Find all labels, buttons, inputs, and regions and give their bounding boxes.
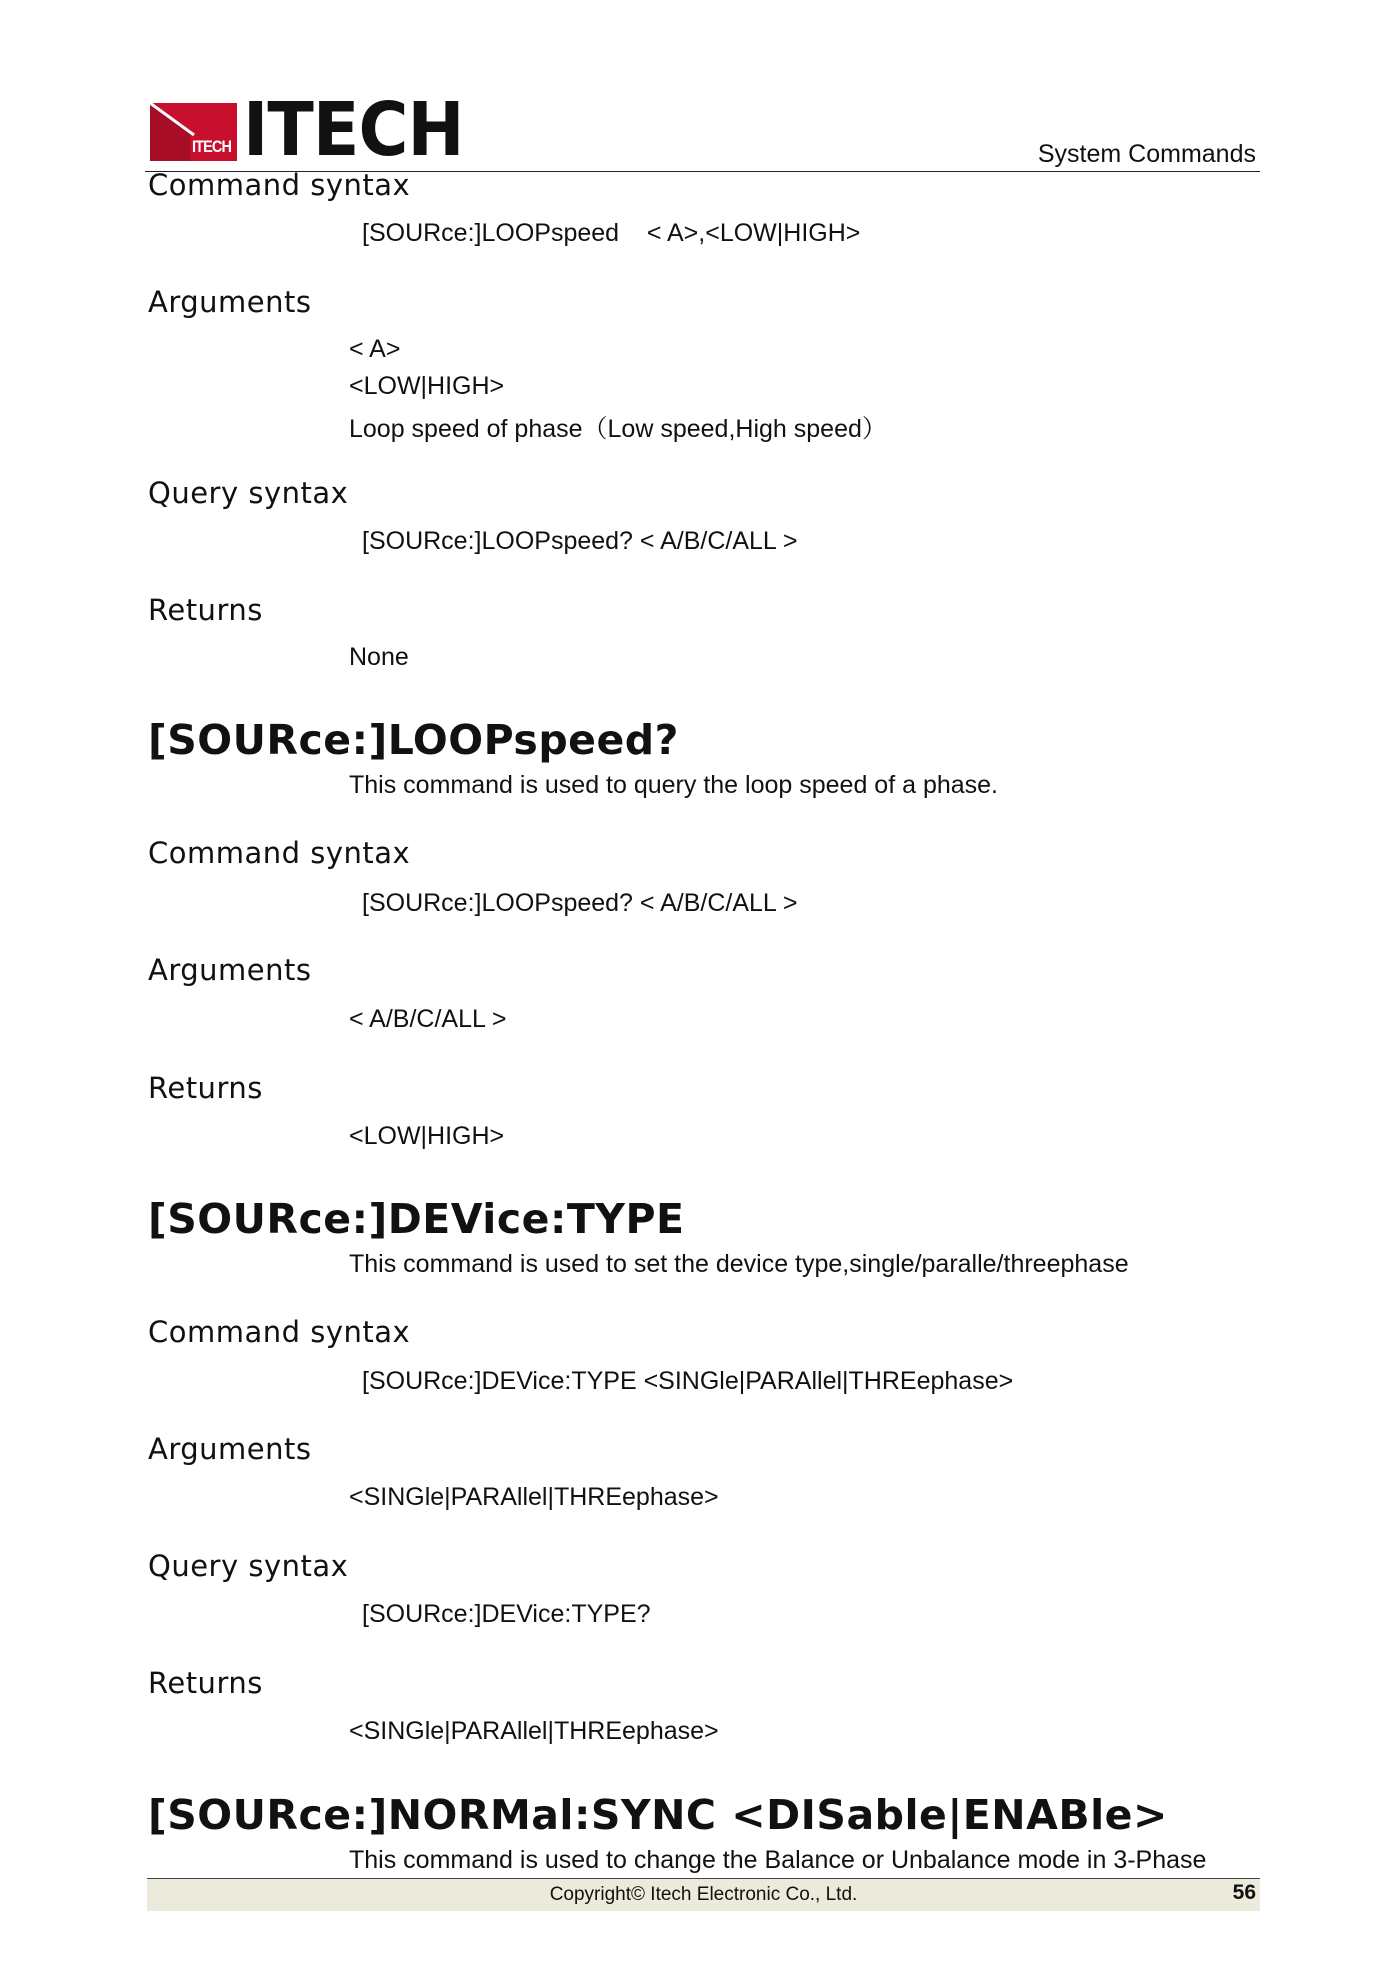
copyright-text: Copyright© Itech Electronic Co., Ltd. [549,1884,858,1905]
page-number: 56 [1232,1881,1256,1904]
command-syntax-label: Command syntax [148,836,411,870]
returns-label: Returns [148,1071,263,1105]
command-description: This command is used to query the loop speed of a phase. [349,771,998,799]
argument-value: < A/B/C/ALL > [349,1005,507,1033]
command-heading: [SOURce:]DEVice:TYPE [148,1195,685,1243]
command-syntax-label: Command syntax [148,1315,411,1349]
arguments-label: Arguments [148,953,312,987]
query-syntax-value: [SOURce:]DEVice:TYPE? [362,1600,651,1628]
argument-value: <SINGle|PARAllel|THREephase> [349,1483,719,1511]
page-header [145,87,1260,173]
section-title: System Commands [1037,140,1256,168]
argument-description: Loop speed of phase（Low speed,High speed） [349,415,887,443]
returns-value: None [349,643,409,671]
returns-label: Returns [148,1666,263,1700]
returns-value: <SINGle|PARAllel|THREephase> [349,1717,719,1745]
command-syntax-value: [SOURce:]LOOPspeed < A>,<LOW|HIGH> [362,219,861,247]
query-syntax-label: Query syntax [148,476,349,510]
command-syntax-value: [SOURce:]LOOPspeed? < A/B/C/ALL > [362,889,798,917]
arguments-label: Arguments [148,285,312,319]
command-syntax-label: Command syntax [148,168,411,202]
command-syntax-value: [SOURce:]DEVice:TYPE <SINGle|PARAllel|THREephase> [362,1367,1014,1395]
argument-value: <LOW|HIGH> [349,372,505,400]
command-heading: [SOURce:]LOOPspeed? [148,716,679,764]
logo-mark-icon [150,103,237,161]
query-syntax-label: Query syntax [148,1549,349,1583]
command-description: This command is used to set the device type,single/paralle/threephase [349,1250,1129,1278]
itech-logo [150,87,483,173]
arguments-label: Arguments [148,1432,312,1466]
returns-value: <LOW|HIGH> [349,1122,505,1150]
logo-mark-text: ITECH [192,137,232,156]
logo-wordmark: ITECH [243,87,464,173]
command-heading: [SOURce:]NORMal:SYNC <DISable|ENABle> [148,1791,1168,1839]
command-description: This command is used to change the Balance or Unbalance mode in 3-Phase [349,1846,1207,1874]
page-footer [147,1878,1260,1911]
query-syntax-value: [SOURce:]LOOPspeed? < A/B/C/ALL > [362,527,798,555]
argument-value: < A> [349,335,401,363]
returns-label: Returns [148,593,263,627]
